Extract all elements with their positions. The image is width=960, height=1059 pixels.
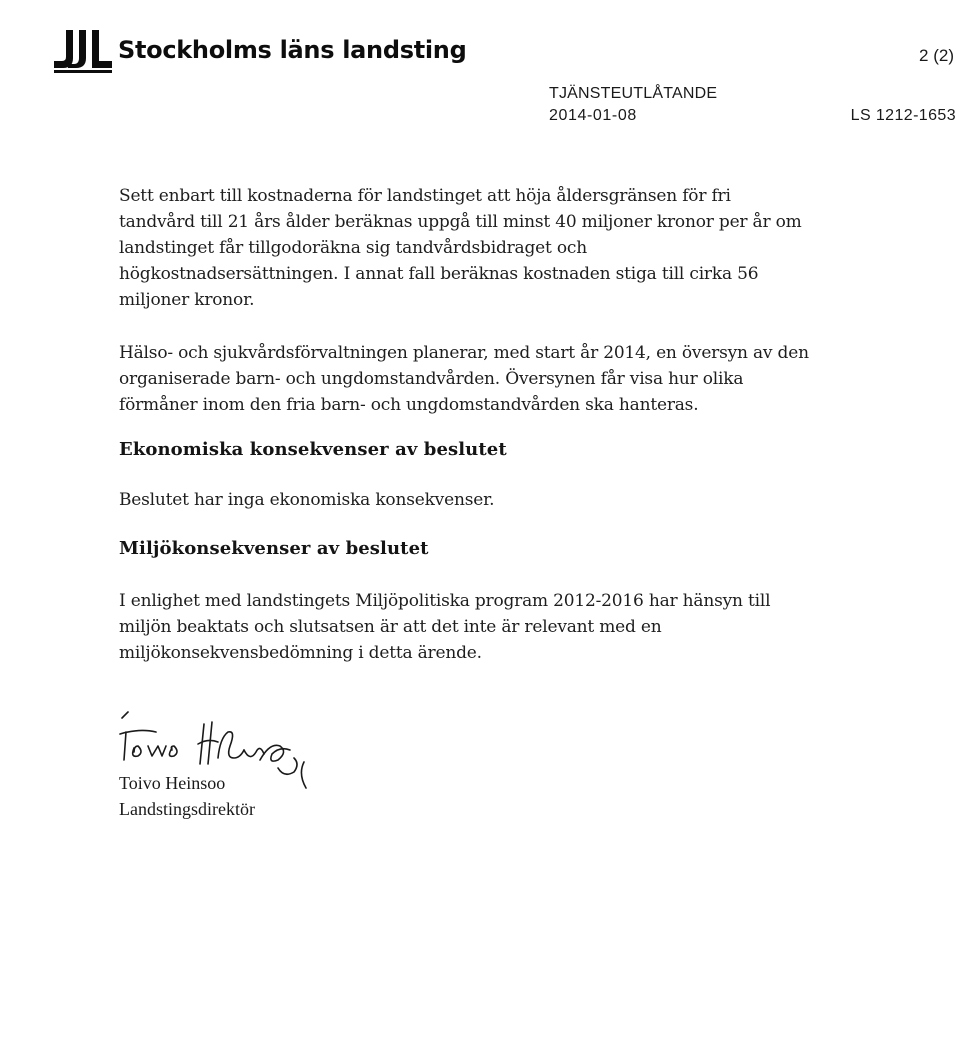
heading-economic-consequences: Ekonomiska konsekvenser av beslutet	[119, 439, 507, 460]
page-number: 2 (2)	[919, 46, 954, 65]
paragraph-cost: Sett enbart till kostnaderna för landstinget att höja åldersgränsen för fri tandvård till 21 års ålder beräknas uppgå till minst 40 miljoner kronor per år om landstinget får tillgodoräkna sig tandvårdsbidraget och högkostnadsersättningen. I annat fall beräknas kostnaden stiga till cirka 56 miljoner kronor.	[119, 186, 802, 310]
document-date: 2014-01-08	[549, 107, 637, 124]
paragraph-environmental: I enlighet med landstingets Miljöpolitiska program 2012-2016 har hänsyn till miljön beaktats och slutsatsen är att det inte är relevant med en miljökonsekvensbedömning i detta ärende.	[119, 591, 771, 663]
heading-environmental-consequences: Miljökonsekvenser av beslutet	[119, 538, 429, 559]
paragraph-economic: Beslutet har inga ekonomiska konsekvenser.	[119, 490, 495, 510]
signer-name: Toivo Heinsoo	[119, 773, 226, 793]
organization-name: Stockholms läns landsting	[118, 36, 467, 64]
reference-number: LS 1212-1653	[850, 107, 956, 124]
signer-title: Landstingsdirektör	[119, 799, 255, 819]
sll-logo-icon	[52, 28, 114, 74]
sll-logo	[52, 28, 114, 74]
document-type: TJÄNSTEUTLÅTANDE	[549, 85, 718, 102]
paragraph-review: Hälso- och sjukvårdsförvaltningen planerar, med start år 2014, en översyn av den organiserade barn- och ungdomstandvården. Översynen får visa hur olika förmåner inom den fria barn- och ungdomstandvården ska hanteras.	[119, 343, 809, 415]
